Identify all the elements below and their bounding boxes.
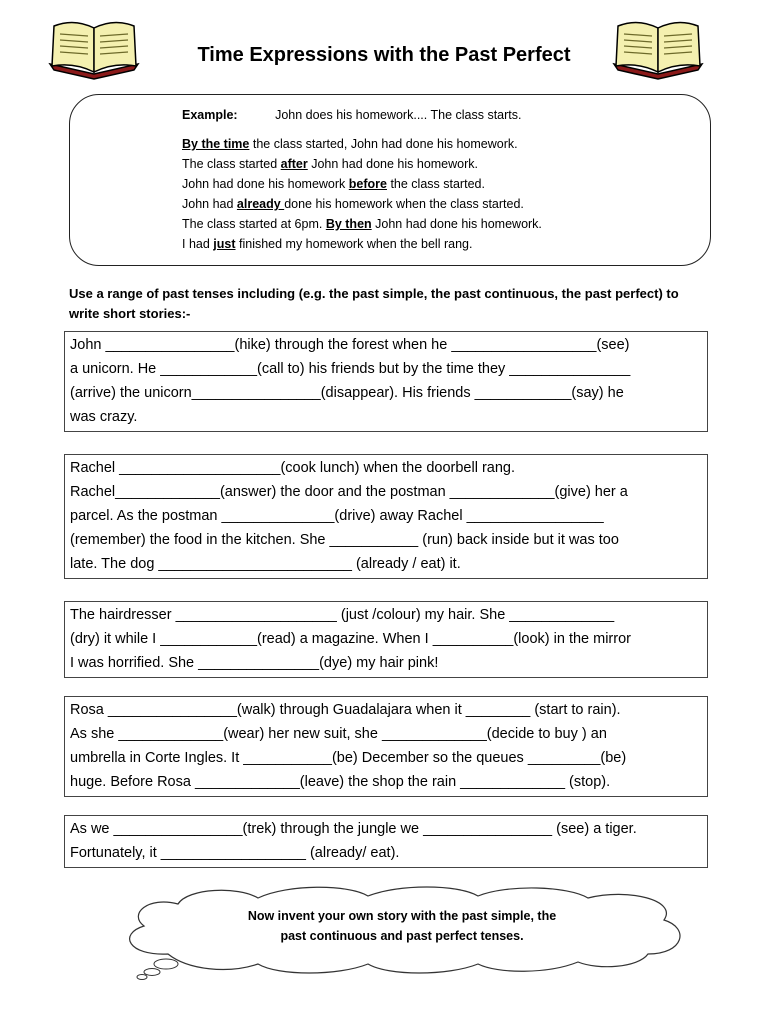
example-segment: John had done his homework.: [307, 157, 478, 171]
story-line: Rachel_____________(answer) the door and the postman _____________(give) her a: [70, 484, 628, 500]
story-box: [64, 454, 708, 579]
example-segment: I had: [182, 237, 214, 251]
example-text: John does his homework.... The class starts.: [275, 108, 522, 122]
story-line: John ________________(hike) through the forest when he __________________(see): [70, 337, 630, 353]
story-line: The hairdresser ____________________ (just /colour) my hair. She _____________: [70, 607, 615, 623]
story-box: [64, 696, 708, 797]
time-expression: already: [236, 197, 285, 211]
example-line: [182, 137, 518, 151]
example-heading: [182, 108, 521, 122]
example-segment: The class started at 6pm.: [182, 217, 326, 231]
time-expression: after: [280, 157, 308, 171]
story-line: parcel. As the postman ______________(drive) away Rachel _________________: [70, 508, 604, 524]
example-segment: The class started: [182, 157, 281, 171]
example-line: [182, 237, 472, 251]
example-line: [182, 197, 524, 211]
example-line: [182, 157, 478, 171]
example-segment: the class started, John had done his homework.: [249, 137, 518, 151]
story-line: huge. Before Rosa _____________(leave) the shop the rain _____________ (stop).: [70, 774, 611, 790]
cloud-line: past continuous and past perfect tenses.: [280, 929, 524, 943]
story-box: [64, 815, 708, 868]
example-label: Example:: [182, 108, 238, 122]
cloud-text: [172, 906, 632, 946]
story-line: As we ________________(trek) through the jungle we ________________ (see) a tiger.: [70, 821, 637, 837]
story-line: was crazy.: [70, 409, 138, 425]
example-segment: John had done his homework: [182, 177, 349, 191]
story-line: Rosa ________________(walk) through Guadalajara when it ________ (start to rain).: [70, 702, 621, 718]
time-expression: just: [213, 237, 236, 251]
story-line: Rachel ____________________(cook lunch) when the doorbell rang.: [70, 460, 516, 476]
story-line: (remember) the food in the kitchen. She ___________ (run) back inside but it was too: [70, 532, 619, 548]
story-line: I was horrified. She _______________(dye) my hair pink!: [70, 655, 439, 671]
story-box: [64, 601, 708, 678]
story-line: late. The dog ________________________ (already / eat) it.: [70, 556, 461, 572]
thought-cloud: [108, 884, 696, 980]
example-segment: finished my homework when the bell rang.: [235, 237, 473, 251]
example-line: [182, 217, 542, 231]
time-expression: By the time: [182, 137, 250, 151]
example-box: [69, 94, 711, 266]
example-segment: John had done his homework.: [371, 217, 542, 231]
time-expression: By then: [325, 217, 372, 231]
story-line: Fortunately, it __________________ (already/ eat).: [70, 845, 400, 861]
story-box: [64, 331, 708, 432]
story-line: (dry) it while I ____________(read) a magazine. When I __________(look) in the mirror: [70, 631, 631, 647]
page-title: Time Expressions with the Past Perfect: [197, 44, 571, 66]
story-line: a unicorn. He ____________(call to) his friends but by the time they _______________: [70, 361, 631, 377]
time-expression: before: [348, 177, 387, 191]
cloud-line: Now invent your own story with the past simple, the: [247, 909, 557, 923]
instruction-text: Use a range of past tenses including (e.g. the past simple, the past continuous, the past perfect) to write short stories:-: [69, 286, 679, 321]
story-line: (arrive) the unicorn________________(disappear). His friends ____________(say) he: [70, 385, 624, 401]
example-line: [182, 177, 485, 191]
example-segment: John had: [182, 197, 237, 211]
example-segment: the class started.: [386, 177, 485, 191]
story-line: umbrella in Corte Ingles. It ___________(be) December so the queues _________(be): [70, 750, 627, 766]
example-segment: done his homework when the class started.: [284, 197, 524, 211]
story-line: As she _____________(wear) her new suit, she _____________(decide to buy ) an: [70, 726, 607, 742]
